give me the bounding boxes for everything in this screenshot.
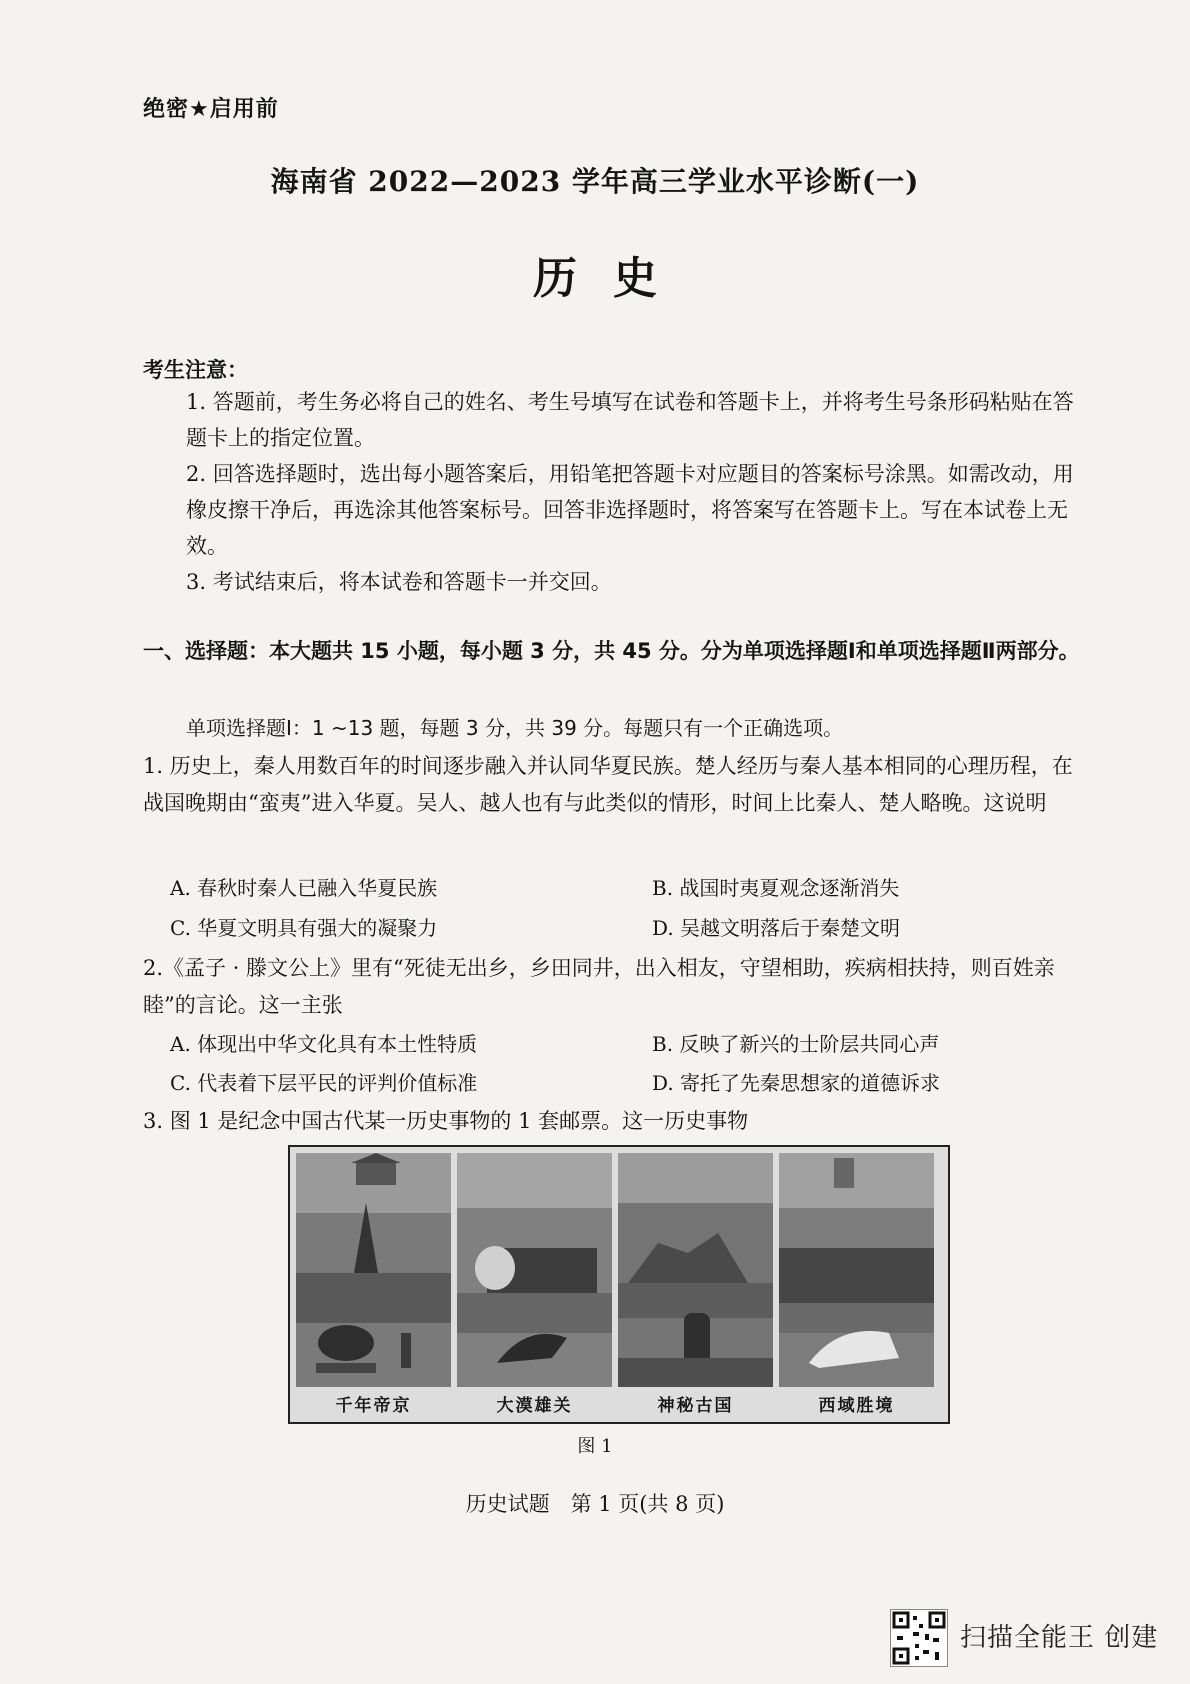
stamp-set-figure [288,1145,950,1424]
notice-heading: 考生注意： [143,358,248,382]
secret-mark: 绝密★启用前 [143,97,279,122]
question-1-option-b: B. 战国时夷夏观念逐渐消失 [652,876,900,900]
section-subheading: 单项选择题Ⅰ：1 ~13 题，每题 3 分，共 39 分。每题只有一个正确选项。 [186,716,844,740]
stamp-image-3 [618,1153,773,1387]
subject-title: 历史 [533,253,693,304]
exam-title: 海南省 2022—2023 学年高三学业水平诊断(一) [270,165,920,198]
page-footer: 历史试题 第 1 页(共 8 页) [465,1492,725,1516]
question-3-stem: 3. 图 1 是纪念中国古代某一历史事物的 1 套邮票。这一历史事物 [143,1109,749,1133]
question-2-stem: 2.《孟子 · 滕文公上》里有“死徒无出乡，乡田同井，出入相友，守望相助，疾病相扶持，则百姓亲睦”的言论。这一主张 [143,956,1055,1017]
stamp-caption-4: 西域胜境 [818,1396,895,1416]
figure-label: 图 1 [577,1436,613,1457]
question-1-stem: 1. 历史上，秦人用数百年的时间逐步融入并认同华夏民族。楚人经历与秦人基本相同的心理历程，在战国晚期由“蛮夷”进入华夏。吴人、越人也有与此类似的情形，时间上比秦人、楚人略晚。这说明 [143,754,1073,815]
section-heading: 一、选择题：本大题共 15 小题，每小题 3 分，共 45 分。分为单项选择题Ⅰ和单项选择题Ⅱ两部分。 [143,639,1080,663]
question-2-option-c: C. 代表着下层平民的评判价值标准 [170,1071,478,1095]
qr-code-icon [890,1609,948,1667]
stamp-caption-3: 神秘古国 [657,1396,734,1416]
notice-item-1: 1. 答题前，考生务必将自己的姓名、考生号填写在试卷和答题卡上，并将考生号条形码粘贴在答题卡上的指定位置。 [186,390,1074,450]
stamp-caption-2: 大漠雄关 [496,1396,573,1416]
stamp-image-1 [296,1153,451,1387]
question-2-option-a: A. 体现出中华文化具有本土性特质 [170,1032,478,1056]
question-1-option-a: A. 春秋时秦人已融入华夏民族 [170,876,438,900]
notice-item-3: 3. 考试结束后，将本试卷和答题卡一并交回。 [186,570,612,594]
question-2-option-d: D. 寄托了先秦思想家的道德诉求 [652,1071,941,1095]
stamp-image-4 [779,1153,934,1387]
notice-item-2: 2. 回答选择题时，选出每小题答案后，用铅笔把答题卡对应题目的答案标号涂黑。如需改动，用橡皮擦干净后，再选涂其他答案标号。回答非选择题时，将答案写在答题卡上。写在本试卷上无效。 [186,462,1074,558]
question-2-option-b: B. 反映了新兴的士阶层共同心声 [652,1032,940,1056]
stamp-image-2 [457,1153,612,1387]
question-1-option-d: D. 吴越文明落后于秦楚文明 [652,916,901,940]
stamp-caption-1: 千年帝京 [335,1396,412,1416]
question-1-option-c: C. 华夏文明具有强大的凝聚力 [170,916,438,940]
scanner-watermark: 扫描全能王 创建 [960,1623,1159,1653]
